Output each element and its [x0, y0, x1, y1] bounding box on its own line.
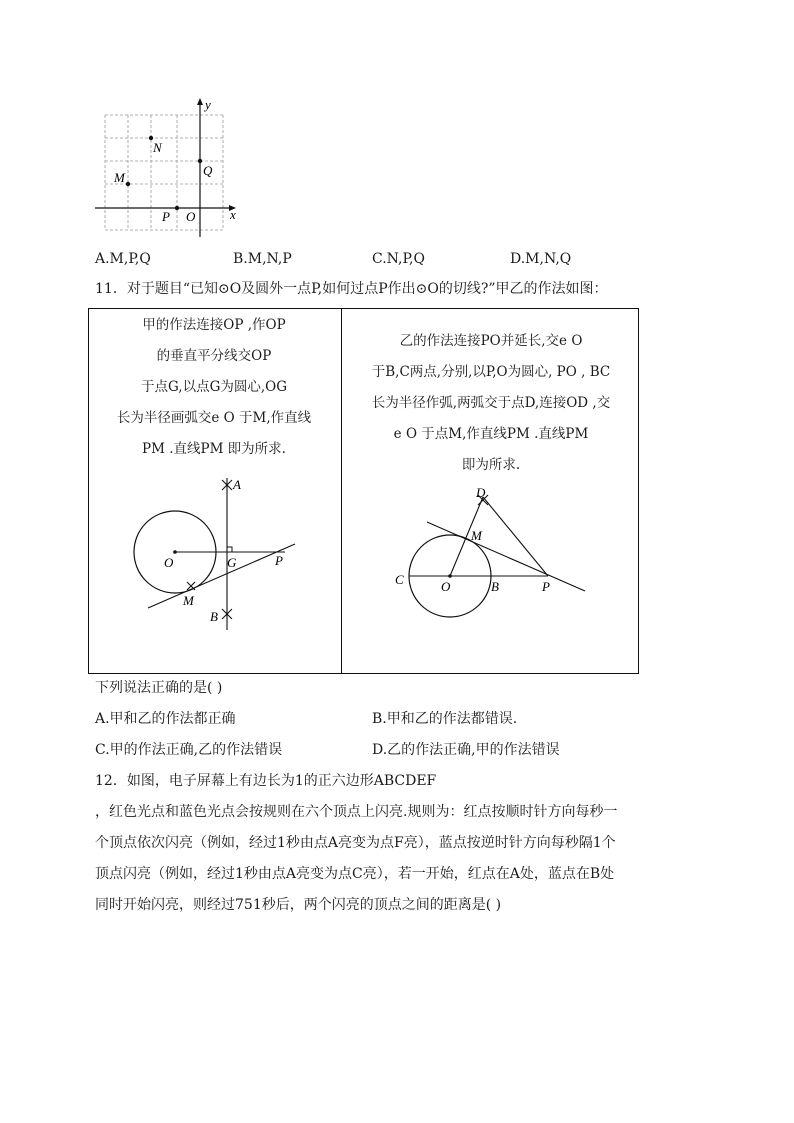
yi-label-c: C — [395, 572, 404, 587]
jia-label-a: A — [233, 477, 241, 492]
label-m: M — [114, 170, 125, 185]
jia-line-pm — [148, 544, 295, 608]
y-axis-label: y — [205, 97, 211, 112]
jia-method-text — [92, 314, 336, 469]
q11-stem: 11．对于题目“已知⊙O及圆外一点P,如何过点P作出⊙O的切线?”甲乙的作法如图： — [95, 281, 608, 297]
jia-line: 的垂直平分线交OP — [156, 348, 272, 364]
q11-option-b: B.甲和乙的作法都错误. — [372, 711, 518, 727]
label-p: P — [162, 209, 170, 224]
jia-label-b: B — [210, 609, 218, 624]
jia-label-p: P — [275, 553, 283, 568]
q10-option-d: D.M,N,Q — [510, 251, 572, 267]
q11-question: 下列说法正确的是( ) — [95, 680, 223, 696]
q10-option-b: B.M,N,P — [233, 251, 292, 267]
q10-option-c: C.N,P,Q — [372, 251, 425, 267]
q11-option-c: C.甲的作法正确,乙的作法错误 — [95, 742, 283, 758]
label-n: N — [153, 140, 162, 155]
yi-label-d: D — [476, 485, 486, 500]
q11-option-d: D.乙的作法正确,甲的作法错误 — [372, 742, 560, 758]
jia-label-o: O — [164, 555, 174, 570]
jia-line: PM .直线PM 即为所求. — [142, 441, 286, 457]
yi-label-b: B — [491, 579, 499, 594]
q12-line: 顶点闪亮（例如，经过1秒由点A亮变为点C亮），若一开始，红点在A处，蓝点在B处 — [95, 866, 615, 882]
q11-option-a: A.甲和乙的作法都正确 — [95, 711, 236, 727]
q12-line: ，红色光点和蓝色光点会按规则在六个顶点上闪亮.规则为：红点按顺时针方向每秒一 — [95, 804, 618, 820]
label-q: Q — [203, 163, 213, 178]
yi-line: 即为所求. — [461, 457, 521, 473]
q12-line: 个顶点依次闪亮（例如，经过1秒由点A亮变为点F亮），蓝点按逆时针方向每秒隔1个 — [95, 835, 616, 851]
q10-option-a: A.M,P,Q — [95, 251, 151, 267]
yi-segment-dp — [483, 497, 548, 576]
jia-right-angle-mark — [227, 547, 232, 552]
jia-line: 于点G,以点G为圆心,OG — [140, 379, 288, 395]
yi-line: 长为半径作弧,两弧交于点D,连接OD ,交 — [371, 395, 611, 411]
point-p — [175, 206, 179, 210]
yi-line: 乙的作法连接PO并延长,交e O — [399, 333, 583, 349]
yi-construction-figure — [390, 480, 595, 625]
jia-line: 甲的作法连接OP ,作OP — [142, 317, 286, 333]
yi-line: e O 于点M,作直线PM .直线PM — [393, 426, 589, 442]
label-o: O — [186, 209, 196, 224]
yi-label-m: M — [471, 528, 482, 543]
jia-label-m: M — [183, 593, 194, 608]
point-q — [198, 159, 202, 163]
q12-line: 同时开始闪亮，则经过751秒后，两个闪亮的顶点之间的距离是( ) — [95, 897, 502, 913]
q12-line: 12．如图，电子屏幕上有边长为1的正六边形ABCDEF — [95, 773, 437, 789]
yi-label-p: P — [542, 579, 550, 594]
y-axis-arrow — [197, 98, 203, 105]
jia-construction-figure — [120, 470, 320, 635]
yi-label-o: O — [441, 579, 451, 594]
x-axis-label: x — [230, 207, 236, 222]
q11-table-divider — [341, 308, 342, 674]
yi-method-text — [343, 330, 639, 485]
q10-coordinate-figure — [90, 95, 250, 245]
point-m — [126, 182, 130, 186]
jia-line: 长为半径画弧交e O 于M,作直线 — [116, 410, 312, 426]
yi-line: 于B,C两点,分别,以P,O为圆心, PO , BC — [371, 364, 611, 380]
yi-line-pm — [427, 522, 585, 591]
jia-label-g: G — [227, 555, 237, 570]
